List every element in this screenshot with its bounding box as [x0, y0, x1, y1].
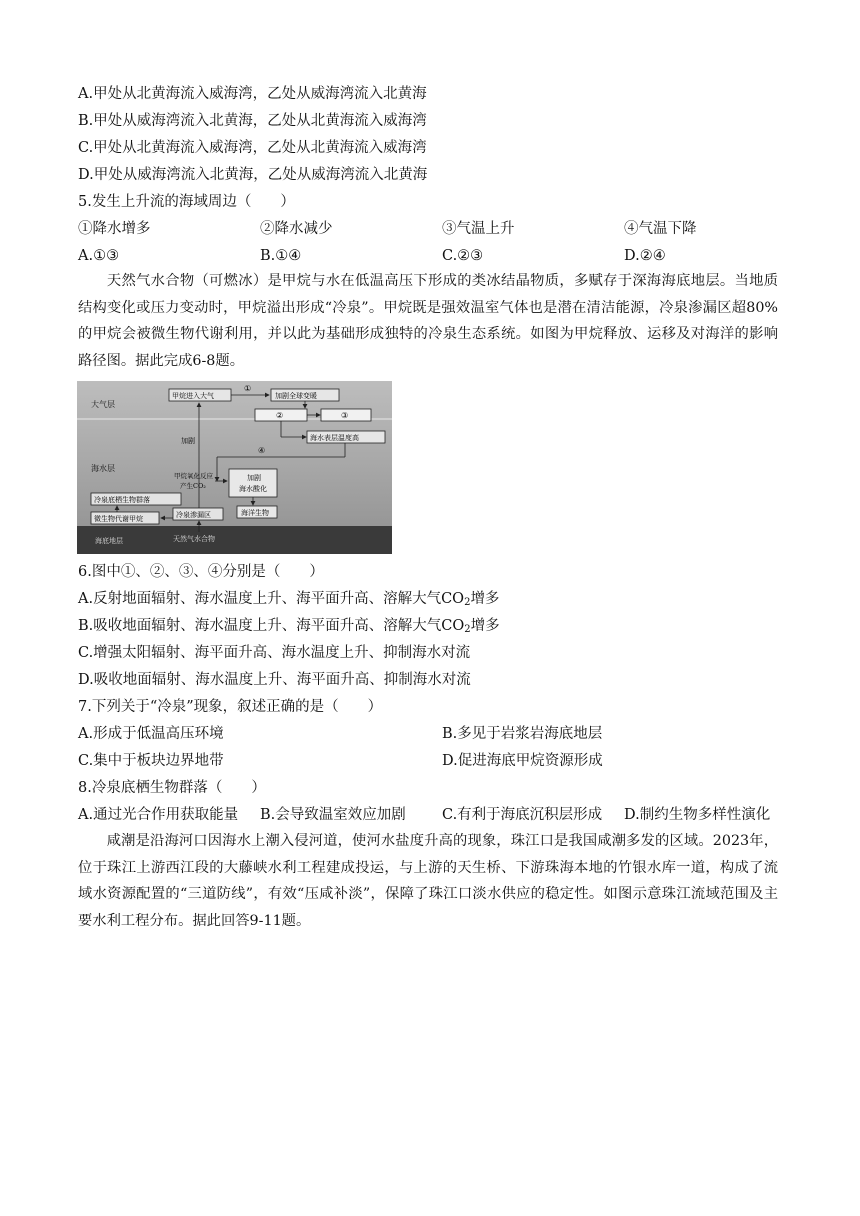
community-text: 冷泉底栖生物群落 — [94, 496, 150, 504]
q5-item-4: ④气温下降 — [624, 221, 697, 237]
q7-option-c: C.集中于板块边界地带 — [78, 753, 224, 769]
box-warming-text: 加剧全球变暖 — [275, 392, 317, 400]
q5-item-3: ③气温上升 — [442, 221, 515, 237]
q7-option-b: B.多见于岩浆岩海底地层 — [442, 726, 603, 742]
q6-option-b — [78, 616, 500, 640]
passage-saltwater-text: 咸潮是沿海河口因海水上潮入侵河道，使河水盐度升高的现象，珠江口是我国咸潮多发的区域。2023年，位于珠江上游西江段的大藤峡水利工程建成投运，与上游的天生桥、下游珠海本地的竹银水库一道，构成了流域水资源配置的“三道防线”，有效“压咸补淡”，保障了珠江口淡水供应的稳定性。如图示意珠江流域范围及主要水利工程分布。据此回答9-11题。 — [78, 833, 778, 929]
q5-option-c: C.②③ — [442, 248, 484, 264]
q6-option-b-sub: 2 — [464, 624, 471, 635]
q7-options-row1 — [78, 724, 778, 744]
q7-stem: 7.下列关于“冷泉”现象，叙述正确的是（ ） — [78, 699, 383, 715]
q4-option-c: C.甲处从北黄海流入威海湾，乙处从北黄海流入威海湾 — [78, 140, 427, 156]
q6-option-b-text: B.吸收地面辐射、海水温度上升、海平面升高、溶解大气CO — [78, 618, 465, 634]
acid-text-1: 加剧 — [247, 474, 261, 482]
q6-option-a-text: A.反射地面辐射、海水温度上升、海平面升高、溶解大气CO — [78, 591, 465, 607]
q8-options — [78, 805, 778, 825]
passage-methane-text: 天然气水合物（可燃冰）是甲烷与水在低温高压下形成的类冰结晶物质，多赋存于深海海底地层。当地质结构变化或压力变动时，甲烷溢出形成“冷泉”。甲烷既是强效温室气体也是潜在清洁能源，冷泉渗漏区超80%的甲烷会被微生物代谢利用，并以此为基础形成独特的冷泉生态系统。如图为甲烷释放、运移及对海洋的影响路径图。据此完成6-8题。 — [78, 273, 778, 369]
q5-item-2: ②降水减少 — [260, 221, 333, 237]
q4-option-d: D.甲处从威海湾流入北黄海，乙处从威海湾流入北黄海 — [78, 167, 428, 183]
methane-path-figure — [77, 381, 392, 554]
box-methane-air-text: 甲烷进入大气 — [172, 392, 214, 400]
oxidation-text: 甲烷氧化反应 — [174, 472, 213, 480]
q5-option-a: A.①③ — [78, 248, 120, 264]
label-n3: ③ — [341, 411, 349, 420]
q8-option-c: C.有利于海底沉积层形成 — [442, 807, 603, 823]
q5-option-d: D.②④ — [624, 248, 666, 264]
box-surface-temp-text: 海水表层温度高 — [310, 434, 359, 442]
hydrate-text: 天然气水合物 — [173, 535, 215, 543]
q5-item-1: ①降水增多 — [78, 221, 151, 237]
q8-option-b: B.会导致温室效应加剧 — [260, 807, 406, 823]
q6-stem: 6.图中①、②、③、④分别是（ ） — [78, 564, 324, 580]
label-n2: ② — [276, 411, 284, 420]
q4-option-a: A.甲处从北黄海流入威海湾，乙处从威海湾流入北黄海 — [78, 86, 427, 102]
q5-options — [78, 246, 778, 266]
seabed-layer — [77, 526, 392, 554]
q5-items — [78, 219, 778, 239]
oxidation-sub-text: 产生CO₂ — [180, 482, 206, 490]
q5-stem: 5.发生上升流的海域周边（ ） — [78, 194, 295, 210]
q7-options-row2 — [78, 751, 778, 771]
q6-option-b-suffix: 增多 — [470, 618, 500, 634]
q6-option-a-suffix: 增多 — [470, 591, 500, 607]
q8-option-d: D.制约生物多样性演化 — [624, 807, 771, 823]
q6-option-d: D.吸收地面辐射、海水温度上升、海平面升高、抑制海水对流 — [78, 672, 471, 688]
passage-methane — [78, 268, 778, 374]
q8-stem: 8.冷泉底栖生物群落（ ） — [78, 780, 266, 796]
q5-option-b: B.①④ — [260, 248, 302, 264]
q6-option-a-sub: 2 — [464, 597, 471, 608]
q7-option-a: A.形成于低温高压环境 — [78, 726, 224, 742]
acid-text-2: 海水酸化 — [239, 485, 267, 493]
atmosphere-label: 大气层 — [91, 400, 115, 409]
q8-option-a: A.通过光合作用获取能量 — [78, 807, 239, 823]
side-label: 加剧 — [181, 437, 195, 445]
q4-option-b: B.甲处从威海湾流入北黄海，乙处从北黄海流入威海湾 — [78, 113, 427, 129]
q7-option-d: D.促进海底甲烷资源形成 — [442, 753, 603, 769]
label-n4: ④ — [258, 446, 266, 455]
q6-option-c: C.增强太阳辐射、海平面升高、海水温度上升、抑制海水对流 — [78, 645, 471, 661]
q6-option-a — [78, 589, 499, 613]
ocean-label: 海水层 — [91, 464, 115, 473]
label-n1: ① — [244, 384, 252, 393]
passage-saltwater — [78, 828, 778, 934]
seep-text: 冷泉渗漏区 — [176, 511, 211, 519]
seabed-label: 海底地层 — [95, 537, 123, 545]
marine-bio-text: 海洋生物 — [241, 509, 269, 517]
microbe-text: 微生物代谢甲烷 — [94, 515, 143, 523]
